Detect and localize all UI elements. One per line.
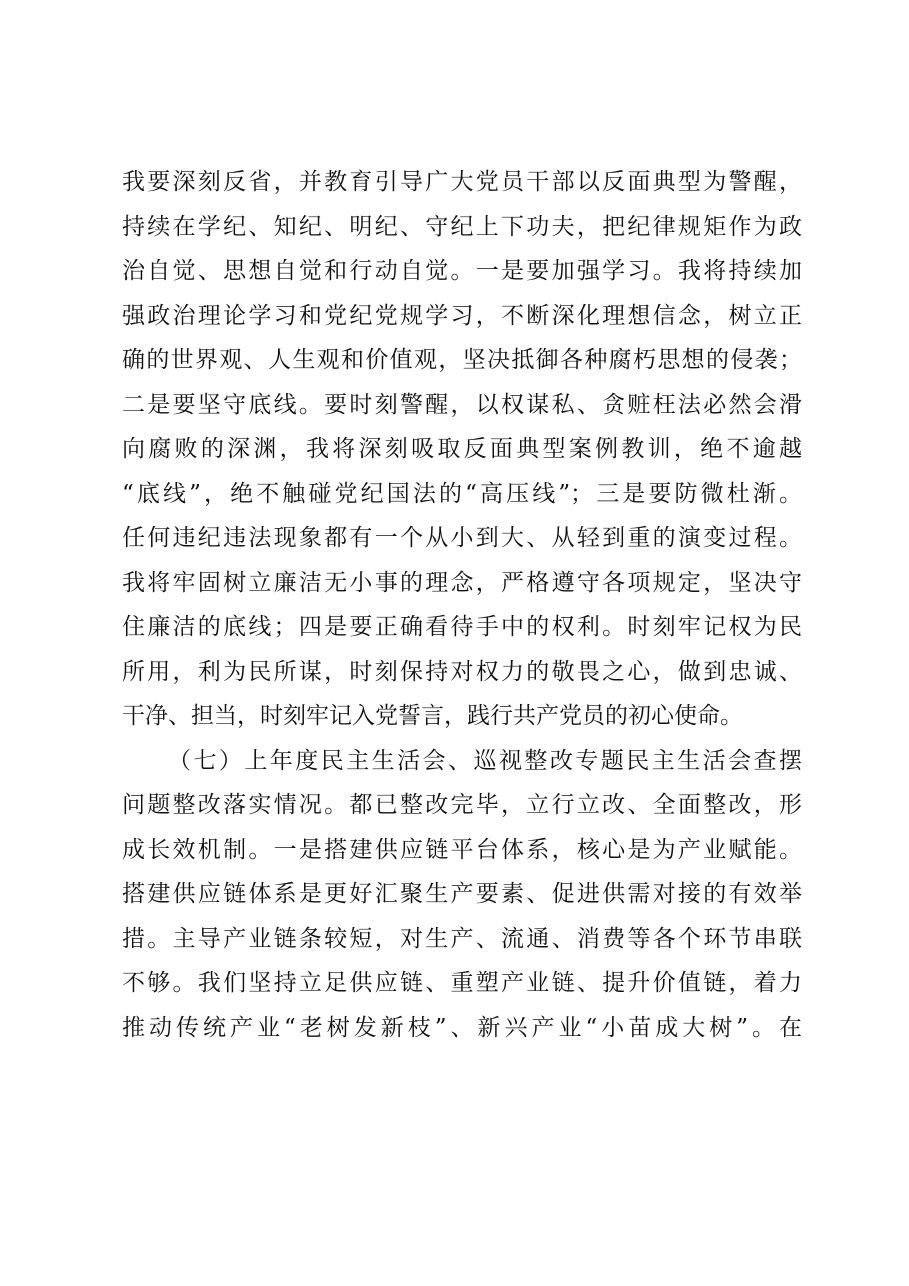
text-line-17: 搭建供应链体系是更好汇聚生产要素、促进供需对接的有效举 — [122, 881, 802, 907]
body-text — [122, 160, 802, 1050]
text-line-6: 二是要坚守底线。要时刻警醒，以权谋私、贪赃枉法必然会滑 — [122, 391, 802, 418]
text-line-15: 问题整改落实情况。都已整改完毕，立行立改、全面整改，形 — [122, 792, 802, 818]
text-line-4: 强政治理论学习和党纪党规学习，不断深化理想信念，树立正 — [122, 302, 802, 329]
text-line-18: 措。主导产业链条较短，对生产、流通、消费等各个环节串联 — [122, 925, 802, 952]
text-line-16: 成长效机制。一是搭建供应链平台体系，核心是为产业赋能。 — [122, 836, 802, 863]
text-line-13: 干净、担当，时刻牢记入党誓言，践行共产党员的初心使命。 — [122, 703, 743, 729]
text-line-3: 治自觉、思想自觉和行动自觉。一是要加强学习。我将持续加 — [122, 258, 802, 284]
text-line-1: 我要深刻反省，并教育引导广大党员干部以反面典型为警醒， — [122, 169, 802, 195]
text-line-10: 我将牢固树立廉洁无小事的理念，严格遵守各项规定，坚决守 — [122, 569, 802, 596]
text-line-12: 所用，利为民所谋，时刻保持对权力的敬畏之心，做到忠诚、 — [122, 658, 802, 685]
text-line-2: 持续在学纪、知纪、明纪、守纪上下功夫，把纪律规矩作为政 — [122, 213, 802, 240]
text-line-19: 不够。我们坚持立足供应链、重塑产业链、提升价值链，着力 — [122, 970, 802, 996]
text-line-9: 任何违纪违法现象都有一个从小到大、从轻到重的演变过程。 — [122, 525, 802, 551]
text-line-8: “底线”，绝不触碰党纪国法的“高压线”；三是要防微杜渐。 — [122, 480, 802, 507]
text-line-20: 推动传统产业“老树发新枝”、新兴产业“小苗成大树”。在 — [122, 1014, 802, 1041]
text-line-5: 确的世界观、人生观和价值观，坚决抵御各种腐朽思想的侵袭； — [122, 347, 802, 373]
text-line-11: 住廉洁的底线；四是要正确看待手中的权利。时刻牢记权为民 — [122, 614, 802, 640]
section-heading-line: （七）上年度民主生活会、巡视整改专题民主生活会查摆 — [168, 747, 802, 774]
text-line-7: 向腐败的深渊，我将深刻吸取反面典型案例教训，绝不逾越 — [122, 436, 802, 462]
